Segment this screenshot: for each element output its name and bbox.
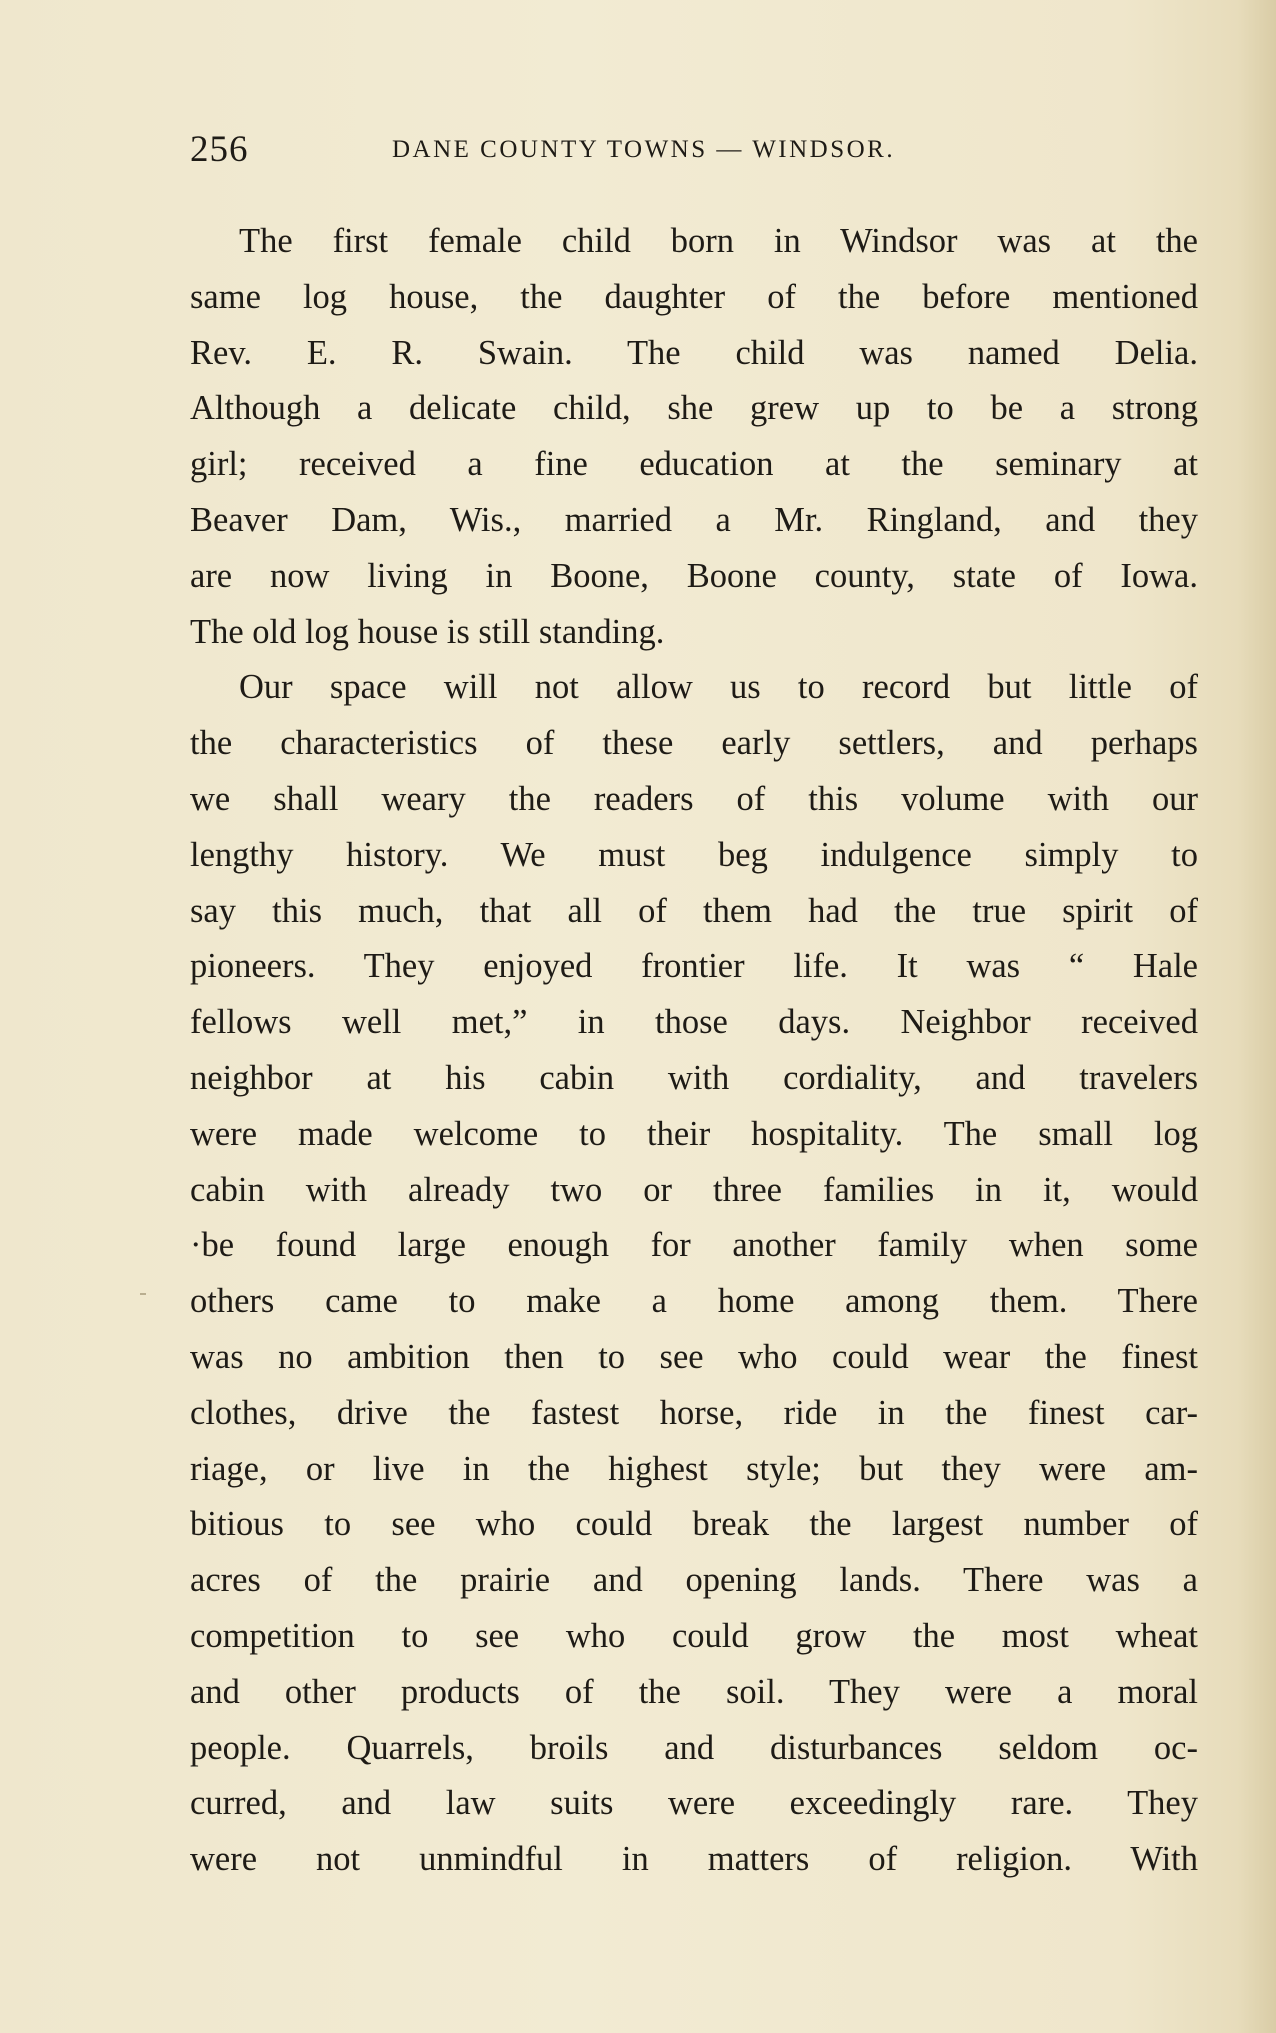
text-line: competition to see who could grow the most wheat	[190, 1616, 1198, 1655]
running-head	[190, 122, 1070, 178]
text-line: fellows well met,” in those days. Neighbor received	[190, 1003, 1198, 1042]
text-line: same log house, the daughter of the before mentioned	[190, 277, 1198, 316]
text-line: bitious to see who could break the largest number of	[190, 1505, 1198, 1544]
text-line: were made welcome to their hospitality. The small log	[190, 1114, 1198, 1153]
text-line: say this much, that all of them had the true spirit of	[190, 891, 1198, 930]
text-line: cabin with already two or three families in it, would	[190, 1170, 1198, 1209]
text-line: lengthy history. We must beg indulgence simply to	[190, 835, 1198, 874]
text-line: and other products of the soil. They were a moral	[190, 1672, 1198, 1711]
page-number: 256	[190, 129, 249, 170]
text-line: girl; received a fine education at the seminary at	[190, 445, 1198, 484]
text-line: others came to make a home among them. There	[190, 1282, 1198, 1321]
body-text	[190, 214, 1198, 1888]
paragraph-first-female-child	[190, 214, 1198, 660]
text-line: the characteristics of these early settlers, and perhaps	[190, 724, 1198, 763]
text-line: people. Quarrels, broils and disturbances seldom oc-	[190, 1728, 1198, 1767]
margin-mark	[140, 1293, 146, 1295]
text-line: was no ambition then to see who could wear the finest	[190, 1337, 1198, 1376]
text-line: ·be found large enough for another family when some	[190, 1226, 1198, 1265]
text-line: neighbor at his cabin with cordiality, and travelers	[190, 1058, 1198, 1097]
text-line: The first female child born in Windsor was at the	[239, 222, 1198, 260]
running-title: DANE COUNTY TOWNS — WINDSOR.	[392, 136, 896, 163]
text-line: Although a delicate child, she grew up to be a strong	[190, 389, 1198, 428]
text-line: The old log house is still standing.	[190, 612, 665, 651]
text-line: Beaver Dam, Wis., married a Mr. Ringland, and they	[190, 500, 1198, 539]
text-line: clothes, drive the fastest horse, ride in the finest car-	[190, 1393, 1198, 1432]
text-line: were not unmindful in matters of religion. With	[190, 1840, 1198, 1879]
text-line: Rev. E. R. Swain. The child was named Delia.	[190, 333, 1198, 372]
text-line: we shall weary the readers of this volume with our	[190, 779, 1198, 818]
text-line: curred, and law suits were exceedingly rare. They	[190, 1784, 1198, 1823]
text-line: are now living in Boone, Boone county, state of Iowa.	[190, 556, 1198, 595]
text-line: riage, or live in the highest style; but they were am-	[190, 1449, 1198, 1488]
text-line: acres of the prairie and opening lands. There was a	[190, 1561, 1198, 1600]
text-line: Our space will not allow us to record but little of	[239, 668, 1198, 707]
text-line: pioneers. They enjoyed frontier life. It was “ Hale	[190, 947, 1198, 986]
paragraph-early-settlers	[190, 660, 1198, 1888]
